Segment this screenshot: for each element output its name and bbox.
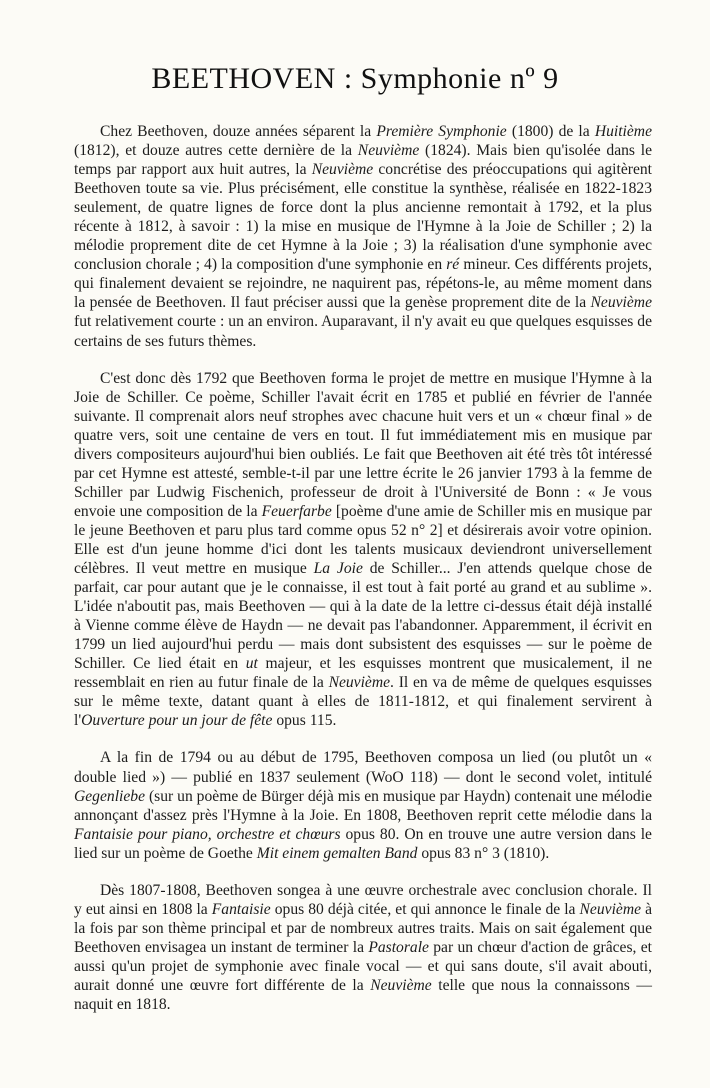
paragraph-2 bbox=[74, 369, 652, 731]
paragraph-4 bbox=[74, 881, 652, 1014]
paragraph-1 bbox=[74, 122, 652, 351]
body-text: [poème d'une amie de Schiller mis en musique par le jeune Beethoven et paru plus tard comme opus 52 n° 2] et désirerais avoir votre opinion. Elle est d'un jeune homme d'ici dont les talents musicaux deviendront universellement célèbres. Il veut mettre en musique bbox=[74, 502, 652, 578]
body-text: (1812), et douze autres cette dernière de la bbox=[74, 142, 358, 160]
body-text: . Il en va de même de quelques esquisses sur le même texte, datant quant à elles de 1811-1812, et qui finalement servirent à l' bbox=[74, 674, 652, 730]
page-title: BEETHOVEN : Symphonie nº 9 bbox=[151, 62, 559, 95]
body-text: opus 115. bbox=[272, 712, 337, 730]
body-text: majeur, et les esquisses montrent que musicalement, il ne ressemblait en rien au futur finale de la bbox=[74, 655, 652, 692]
italic-title-text: Neuvième bbox=[328, 674, 391, 692]
italic-title-text: Neuvième bbox=[357, 142, 420, 160]
italic-title-text: ut bbox=[245, 655, 258, 673]
body-text: A la fin de 1794 ou au début de 1795, Beethoven composa un lied (ou plutôt un « double lied ») — publié en 1837 seulement (WoO 118) — dont le second volet, intitulé bbox=[74, 749, 652, 786]
body-text: opus 83 n° 3 (1810). bbox=[417, 844, 550, 862]
body-text: C'est donc dès 1792 que Beethoven forma le projet de mettre en musique l'Hymne à la Joie de Schiller. Ce poème, Schiller l'avait écrit en 1785 et publié en février de l'année suivante. Il comprenait alors neuf strophes avec chacune huit vers et un « chœur final » de quatre vers, soit une centaine de vers en tout. Il fut immédiatement mis en musique par divers compositeurs aujourd'hui bien oubliés. Le fait que Beethoven ait été très tôt intéressé par cet Hymne est attesté, semble-t-il par une lettre écrite le 26 janvier 1793 à la femme de Schiller par Ludwig Fischenich, professeur de droit à l'Université de Bonn : « Je vous envoie une composition de la bbox=[74, 369, 652, 520]
body-text: (1800) de la bbox=[506, 123, 595, 140]
body-text: opus 80 déjà citée, et qui annonce le finale de la bbox=[270, 900, 580, 918]
italic-title-text: Neuvième bbox=[311, 161, 374, 179]
body-text: Dès 1807-1808, Beethoven songea à une œuvre orchestrale avec conclusion chorale. Il y eut ainsi en 1808 la bbox=[74, 881, 652, 918]
italic-title-text: Fantaisie bbox=[211, 900, 271, 918]
body-text: par un chœur d'action de grâces, et aussi qu'un projet de symphonie avec finale vocal — et qui sans doute, s'il avait abouti, aurait donné une œuvre fort différente de la bbox=[74, 938, 652, 994]
body-text: à la fois par son thème principal et par de nombreux autres traits. Mais on sait également que Beethoven envisagea un instant de terminer la bbox=[74, 900, 652, 956]
italic-title-text: Première Symphonie bbox=[376, 123, 507, 140]
italic-title-text: Gegenliebe bbox=[74, 787, 146, 805]
body-text: de Schiller... J'en attends quelque chose de parfait, car pour autant que je le connaisse, il est tout à fait porté au grand et au sublime ». L'idée n'aboutit pas, mais Beethoven — qui à la date de la lettre ci-dessus était déjà installé à Vienne comme élève de Haydn — ne devait pas l'abandonner. Apparemment, il écrivit en 1799 un lied aujourd'hui perdu — mais dont subsistent des esquisses — sur le poème de Schiller. Ce lied était en bbox=[74, 560, 652, 673]
italic-title-text: La Joie bbox=[313, 560, 363, 578]
body-text: telle que nous la connaissons — naquit en 1818. bbox=[74, 976, 652, 1014]
italic-title-text: ré bbox=[446, 256, 460, 274]
italic-title-text: Neuvième bbox=[579, 900, 642, 918]
body-text: fut relativement courte : un an environ. Auparavant, il n'y avait eu que quelques esquisses de certains de ses futurs thèmes. bbox=[74, 313, 652, 350]
italic-title-text: Neuvième bbox=[370, 976, 432, 994]
body-text: (1824). Mais bien qu'isolée dans le temps par rapport aux huit autres, la bbox=[74, 142, 652, 179]
italic-title-text: Fantaisie pour piano, orchestre et chœurs bbox=[74, 825, 341, 843]
document-body bbox=[74, 122, 652, 1014]
italic-title-text: Huitième bbox=[594, 123, 652, 140]
body-text: Chez Beethoven, douze années séparent la bbox=[100, 123, 377, 140]
italic-title-text: Neuvième bbox=[590, 294, 652, 312]
italic-title-text: Mit einem gemalten Band bbox=[256, 844, 418, 862]
body-text: (sur un poème de Bürger déjà mis en musique par Haydn) contenait une mélodie annonçant d'assez près l'Hymne à la Joie. En 1808, Beethoven reprit cette mélodie dans la bbox=[74, 787, 652, 824]
body-text: concrétise des préoccupations qui agitèrent Beethoven toute sa vie. Plus précisément, elle constitue la synthèse, réalisée en 1822-1823 seulement, de quatre lignes de force dont la plus ancienne remontait à 1792, et la plus récente à 1812, à savoir : 1) la mise en musique de l'Hymne à la Joie de Schiller ; 2) la mélodie proprement dite de cet Hymne à la Joie ; 3) la réalisation d'une symphonie avec conclusion chorale ; 4) la composition d'une symphonie en bbox=[74, 161, 653, 274]
body-text: mineur. Ces différents projets, qui finalement devaient se rejoindre, ne naquirent pas, répétons-le, au même moment dans la pensée de Beethoven. Il faut préciser aussi que la genèse proprement dite de la bbox=[74, 256, 653, 312]
paragraph-3 bbox=[74, 748, 652, 862]
italic-title-text: Feuerfarbe bbox=[261, 502, 332, 520]
italic-title-text: Pastorale bbox=[368, 938, 429, 956]
italic-title-text: Ouverture pour un jour de fête bbox=[81, 712, 273, 730]
body-text: opus 80. On en trouve une autre version dans le lied sur un poème de Goethe bbox=[74, 825, 652, 862]
